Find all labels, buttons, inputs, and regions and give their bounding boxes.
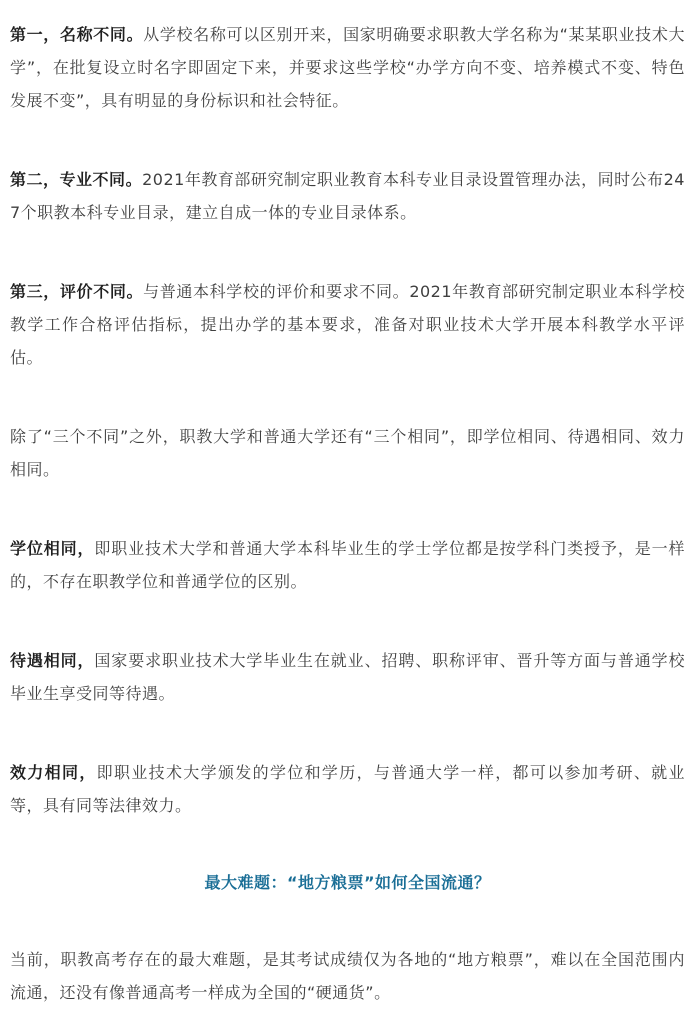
paragraph-three-similarities <box>10 420 685 486</box>
paragraph-degree-same <box>10 532 685 598</box>
paragraph-major-difference <box>10 163 685 229</box>
paragraph-text: 国家要求职业技术大学毕业生在就业、招聘、职称评审、晋升等方面与普通学校毕业生享受同等待遇。 <box>10 651 685 703</box>
paragraph-lead: 效力相同， <box>10 763 97 782</box>
paragraph-text: 从学校名称可以区别开来，国家明确要求职教大学名称为“某某职业技术大学”，在批复设立时名字即固定下来，并要求这些学校“办学方向不变、培养模式不变、特色发展不变”，具有明显的身份标识和社会特征。 <box>10 25 685 110</box>
paragraph-text: 除了“三个不同”之外，职教大学和普通大学还有“三个相同”，即学位相同、待遇相同、效力相同。 <box>10 427 685 479</box>
paragraph-text: 2021年教育部研究制定职业教育本科专业目录设置管理办法，同时公布247个职教本科专业目录，建立自成一体的专业目录体系。 <box>10 170 685 222</box>
paragraph-evaluation-difference <box>10 275 685 374</box>
section-heading: 最大难题：“地方粮票”如何全国流通？ <box>204 873 491 892</box>
paragraph-name-difference <box>10 18 685 117</box>
paragraph-text: 与普通本科学校的评价和要求不同。2021年教育部研究制定职业本科学校教学工作合格评估指标，提出办学的基本要求，准备对职业技术大学开展本科教学水平评估。 <box>10 282 685 367</box>
paragraph-text: 即职业技术大学和普通大学本科毕业生的学士学位都是按学科门类授予，是一样的，不存在职教学位和普通学位的区别。 <box>10 539 685 591</box>
paragraph-lead: 第二，专业不同。 <box>10 170 143 189</box>
paragraph-lead: 第一，名称不同。 <box>10 25 144 44</box>
paragraph-text: 当前，职教高考存在的最大难题，是其考试成绩仅为各地的“地方粮票”，难以在全国范围内流通，还没有像普通高考一样成为全国的“硬通货”。 <box>10 950 685 1002</box>
paragraph-lead: 学位相同， <box>10 539 95 558</box>
paragraph-validity-same <box>10 756 685 822</box>
paragraph-lead: 待遇相同， <box>10 651 95 670</box>
paragraph-lead: 第三，评价不同。 <box>10 282 144 301</box>
paragraph-treatment-same <box>10 644 685 710</box>
paragraph-closing <box>10 943 685 1009</box>
paragraph-text: 即职业技术大学颁发的学位和学历，与普通大学一样，都可以参加考研、就业等，具有同等法律效力。 <box>10 763 685 815</box>
